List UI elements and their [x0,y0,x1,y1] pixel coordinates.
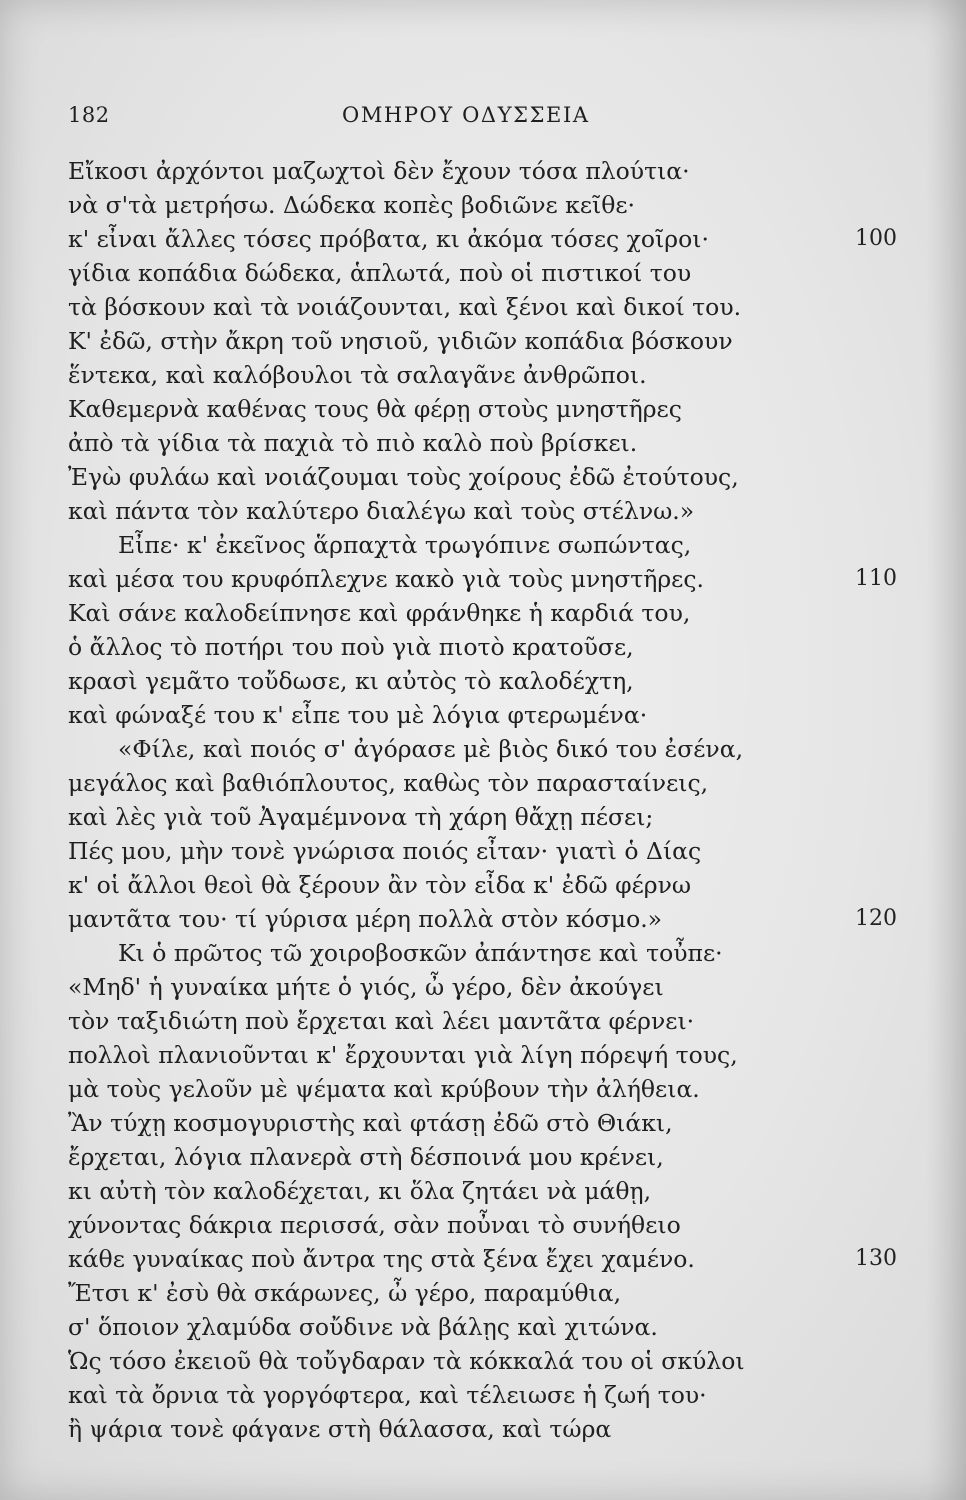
verse-line [0,732,966,766]
verse-line [0,324,966,358]
verse-text: Εἶπε· κ' ἐκεῖνος ἅρπαχτὰ τρωγόπινε σωπώντας, [118,531,692,559]
verse-text: κάθε γυναίκας ποὺ ἄντρα της στὰ ξένα ἔχει χαμένο. [68,1245,695,1273]
verse-text: σ' ὅποιον χλαμύδα σοὔδινε νὰ βάλῃς καὶ χιτώνα. [68,1313,658,1341]
verse-line [0,1242,966,1276]
verse-line [0,1378,966,1412]
verse-text: τὰ βόσκουν καὶ τὰ νοιάζουνται, καὶ ξένοι καὶ δικοί του. [68,293,742,321]
verse-line [0,936,966,970]
verse-text: κι αὐτὴ τὸν καλοδέχεται, κι ὅλα ζητάει νὰ μάθῃ, [68,1177,652,1205]
verse-line [0,1208,966,1242]
verse-line [0,1072,966,1106]
verse-text: κρασὶ γεμᾶτο τοὔδωσε, κι αὐτὸς τὸ καλοδέχτη, [68,667,634,695]
verse-line [0,154,966,188]
verse-text: Κι ὁ πρῶτος τῶ χοιροβοσκῶν ἀπάντησε καὶ τοὖπε· [118,939,723,967]
line-number: 120 [855,906,897,931]
verse-text: ἀπὸ τὰ γίδια τὰ παχιὰ τὸ πιὸ καλὸ ποὺ βρίσκει. [68,429,638,457]
verse-text: Ὡς τόσο ἐκειοῦ θὰ τοὔγδαραν τὰ κόκκαλά του οἱ σκύλοι [68,1347,745,1375]
line-number: 100 [855,226,897,251]
verse-text: Ἔτσι κ' ἐσὺ θὰ σκάρωνες, ὦ γέρο, παραμύθια, [68,1279,622,1307]
verse-line [0,358,966,392]
verse-text: Πές μου, μὴν τονὲ γνώρισα ποιός εἶταν· γιατὶ ὁ Δίας [68,837,702,865]
verse-line [0,596,966,630]
verse-text: ἕντεκα, καὶ καλόβουλοι τὰ σαλαγᾶνε ἀνθρῶποι. [68,361,647,389]
verse-line [0,256,966,290]
verse-line [0,834,966,868]
verse-line [0,1106,966,1140]
verse-text: καὶ λὲς γιὰ τοῦ Ἀγαμέμνονα τὴ χάρη θἄχῃ πέσει; [68,803,654,831]
verse-text: μαντᾶτα του· τί γύρισα μέρη πολλὰ στὸν κόσμο.» [68,905,663,933]
verse-text: ἔρχεται, λόγια πλανερὰ στὴ δέσποινά μου κρένει, [68,1143,664,1171]
verse-text: ὁ ἄλλος τὸ ποτήρι του ποὺ γιὰ πιοτὸ κρατοῦσε, [68,633,634,661]
verse-block [0,154,966,1446]
verse-line [0,1038,966,1072]
verse-text: καὶ πάντα τὸν καλύτερο διαλέγω καὶ τοὺς στέλνω.» [68,497,695,525]
verse-text: «Φίλε, καὶ ποιός σ' ἀγόρασε μὲ βιὸς δικό του ἐσένα, [118,735,744,763]
verse-text: καὶ τὰ ὄρνια τὰ γοργόφτερα, καὶ τέλειωσε ἡ ζωή του· [68,1381,707,1409]
verse-line [0,902,966,936]
verse-line [0,1344,966,1378]
verse-text: μεγάλος καὶ βαθιόπλουτος, καθὼς τὸν παρασταίνεις, [68,769,709,797]
verse-line [0,1004,966,1038]
verse-line [0,630,966,664]
running-title: ΟΜΗΡΟΥ ΟΔΥΣΣΕΙΑ [342,103,590,127]
verse-text: Κ' ἐδῶ, στὴν ἄκρη τοῦ νησιοῦ, γιδιῶν κοπάδια βόσκουν [68,327,733,355]
verse-line [0,392,966,426]
verse-line [0,970,966,1004]
verse-line [0,1140,966,1174]
page-number: 182 [68,103,110,127]
verse-line [0,222,966,256]
verse-line [0,698,966,732]
verse-text: καὶ φώναξέ του κ' εἶπε του μὲ λόγια φτερωμένα· [68,701,648,729]
verse-line [0,290,966,324]
verse-line [0,494,966,528]
verse-text: κ' οἱ ἄλλοι θεοὶ θὰ ξέρουν ἂν τὸν εἶδα κ' ἐδῶ φέρνω [68,871,692,899]
verse-text: πολλοὶ πλανιοῦνται κ' ἔρχουνται γιὰ λίγη πόρεψή τους, [68,1041,738,1069]
verse-text: Ἂν τύχῃ κοσμογυριστὴς καὶ φτάσῃ ἐδῶ στὸ Θιάκι, [68,1109,673,1137]
verse-line [0,766,966,800]
verse-text: Καθεμερνὰ καθένας τους θὰ φέρῃ στοὺς μνηστῆρες [68,395,682,423]
verse-line [0,1276,966,1310]
verse-line [0,562,966,596]
verse-text: Εἴκοσι ἀρχόντοι μαζωχτοὶ δὲν ἔχουν τόσα πλούτια· [68,157,690,185]
verse-text: καὶ μέσα του κρυφόπλεχνε κακὸ γιὰ τοὺς μνηστῆρες. [68,565,704,593]
verse-line [0,528,966,562]
line-number: 110 [855,566,897,591]
verse-text: κ' εἶναι ἄλλες τόσες πρόβατα, κι ἀκόμα τόσες χοῖροι· [68,225,709,253]
verse-line [0,188,966,222]
verse-text: νὰ σ'τὰ μετρήσω. Δώδεκα κοπὲς βοδιῶνε κεῖθε· [68,191,636,219]
verse-line [0,1412,966,1446]
verse-text: χύνοντας δάκρια περισσά, σὰν ποὖναι τὸ συνήθειο [68,1211,681,1239]
verse-text: Καὶ σάνε καλοδείπνησε καὶ φράνθηκε ἡ καρδιά του, [68,599,691,627]
verse-line [0,460,966,494]
line-number: 130 [855,1246,897,1271]
verse-text: ἢ ψάρια τονὲ φάγανε στὴ θάλασσα, καὶ τώρα [68,1415,612,1443]
verse-text: γίδια κοπάδια δώδεκα, ἁπλωτά, ποὺ οἱ πιστικοί του [68,259,692,287]
verse-text: τὸν ταξιδιώτη ποὺ ἔρχεται καὶ λέει μαντᾶτα φέρνει· [68,1007,695,1035]
verse-line [0,426,966,460]
verse-text: μὰ τοὺς γελοῦν μὲ ψέματα καὶ κρύβουν τὴν ἀλήθεια. [68,1075,700,1103]
verse-text: Ἐγὼ φυλάω καὶ νοιάζουμαι τοὺς χοίρους ἐδῶ ἐτούτους, [68,463,739,491]
page-header [0,103,966,133]
verse-text: «Μηδ' ἡ γυναίκα μήτε ὁ γιός, ὦ γέρο, δὲν ἀκούγει [68,973,664,1001]
verse-line [0,1174,966,1208]
verse-line [0,800,966,834]
verse-line [0,1310,966,1344]
verse-line [0,868,966,902]
verse-line [0,664,966,698]
